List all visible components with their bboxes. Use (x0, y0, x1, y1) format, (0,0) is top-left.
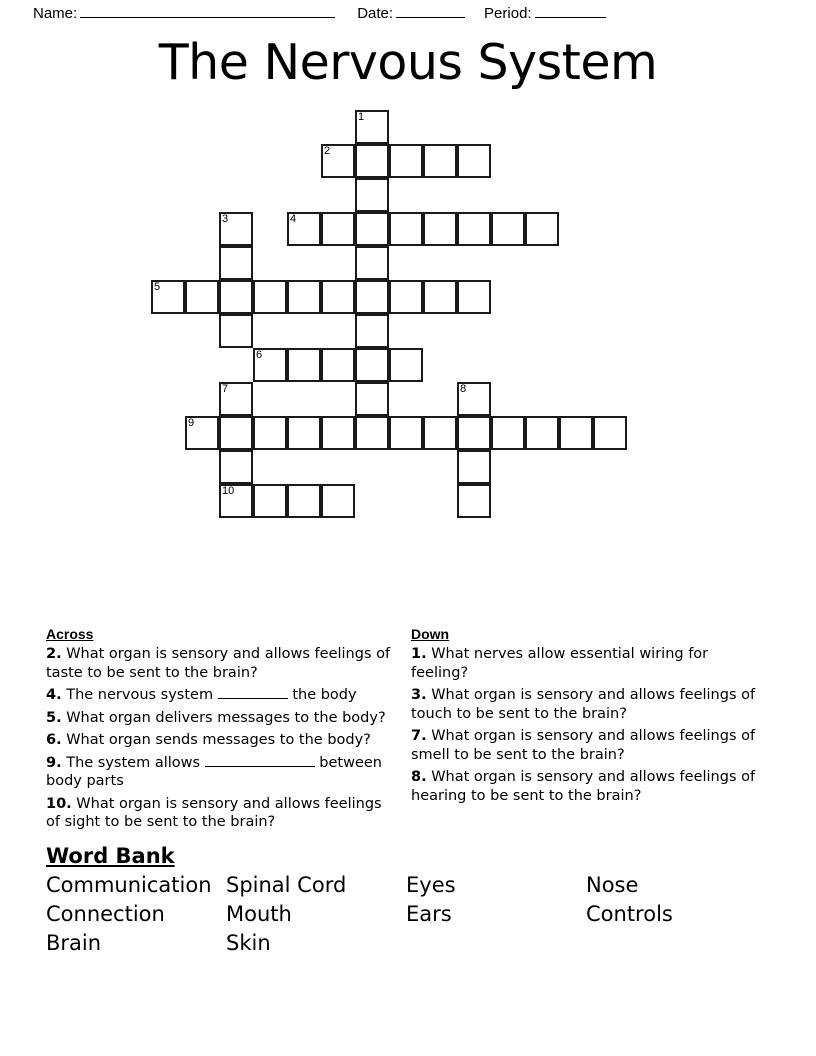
crossword-cell[interactable] (355, 246, 389, 280)
crossword-cell[interactable] (287, 280, 321, 314)
crossword-cell[interactable] (185, 416, 219, 450)
clue-item (411, 727, 759, 764)
word-bank-word[interactable]: Mouth (226, 902, 292, 926)
word-bank-heading: Word Bank (46, 844, 175, 868)
crossword-cell[interactable] (151, 280, 185, 314)
crossword-cell[interactable] (389, 144, 423, 178)
crossword-cell[interactable] (287, 212, 321, 246)
crossword-cell[interactable] (355, 280, 389, 314)
crossword-cell[interactable] (253, 280, 287, 314)
crossword-cell[interactable] (389, 416, 423, 450)
word-bank-word[interactable]: Communication (46, 873, 212, 897)
crossword-cell[interactable] (355, 144, 389, 178)
crossword-cell[interactable] (457, 212, 491, 246)
down-heading: Down (411, 626, 450, 642)
crossword-cell[interactable] (457, 280, 491, 314)
period-label: Period: (484, 4, 532, 22)
word-bank-word[interactable]: Skin (226, 931, 271, 955)
across-clues-column (46, 626, 394, 836)
clue-item (46, 709, 394, 728)
clue-text: The system allows (66, 754, 205, 771)
clue-answer-blank[interactable] (205, 755, 315, 767)
crossword-cell[interactable] (423, 416, 457, 450)
clue-item (411, 686, 759, 723)
crossword-cell[interactable] (219, 246, 253, 280)
crossword-cell-number: 5 (154, 281, 161, 293)
date-label: Date: (357, 4, 394, 22)
down-clues-column (411, 626, 759, 809)
clue-item (46, 686, 394, 705)
clue-item (46, 731, 394, 750)
clue-text: What organ is sensory and allows feelings of smell to be sent to the brain? (411, 728, 756, 763)
across-clue-list (46, 645, 394, 832)
clue-text: What organ is sensory and allows feelings of hearing to be sent to the brain? (411, 769, 756, 804)
crossword-cell[interactable] (253, 484, 287, 518)
clue-number: 10. (46, 795, 72, 812)
crossword-cell[interactable] (219, 280, 253, 314)
word-bank-word[interactable]: Nose (586, 873, 639, 897)
crossword-cell[interactable] (389, 348, 423, 382)
crossword-cell[interactable] (355, 382, 389, 416)
clue-text: What organ is sensory and allows feelings of taste to be sent to the brain? (46, 646, 391, 681)
crossword-cell[interactable] (355, 212, 389, 246)
crossword-cell[interactable] (457, 450, 491, 484)
crossword-cell[interactable] (593, 416, 627, 450)
clue-item (411, 645, 759, 682)
crossword-cell[interactable] (525, 416, 559, 450)
clue-text: between body parts (46, 754, 382, 789)
crossword-cell[interactable] (525, 212, 559, 246)
word-bank-section (46, 843, 776, 958)
clue-item (46, 645, 394, 682)
crossword-cell[interactable] (219, 484, 253, 518)
clue-number: 9. (46, 754, 62, 771)
crossword-cell-number: 4 (290, 213, 297, 225)
clue-number: 8. (411, 769, 427, 785)
word-bank-word[interactable]: Connection (46, 902, 165, 926)
crossword-cell[interactable] (287, 348, 321, 382)
across-heading: Across (46, 626, 94, 642)
crossword-cell[interactable] (355, 314, 389, 348)
clue-text: What nerves allow essential wiring for feeling? (411, 646, 709, 681)
crossword-cell-number: 6 (256, 349, 263, 361)
clue-number: 4. (46, 687, 62, 703)
crossword-cell[interactable] (219, 416, 253, 450)
crossword-cell[interactable] (355, 178, 389, 212)
crossword-cell[interactable] (253, 416, 287, 450)
crossword-cell[interactable] (219, 212, 253, 246)
word-bank-word[interactable]: Spinal Cord (226, 873, 347, 897)
crossword-cell[interactable] (491, 416, 525, 450)
clue-number: 6. (46, 732, 62, 748)
crossword-cell[interactable] (457, 416, 491, 450)
clue-item (411, 768, 759, 805)
crossword-cell[interactable] (457, 484, 491, 518)
crossword-cell[interactable] (287, 416, 321, 450)
crossword-cell-number: 1 (358, 111, 365, 123)
clue-number: 5. (46, 709, 62, 726)
clue-text: What organ delivers messages to the body? (66, 709, 386, 726)
crossword-cell-number: 10 (222, 485, 235, 497)
clue-number: 2. (46, 646, 62, 662)
clue-answer-blank[interactable] (218, 687, 288, 699)
crossword-cell[interactable] (321, 144, 355, 178)
crossword-cell[interactable] (321, 484, 355, 518)
crossword-cell-number: 2 (324, 145, 331, 157)
crossword-cell[interactable] (253, 348, 287, 382)
crossword-cell[interactable] (321, 280, 355, 314)
crossword-cell[interactable] (321, 416, 355, 450)
crossword-cell[interactable] (185, 280, 219, 314)
clue-number: 1. (411, 646, 427, 662)
word-bank-word[interactable]: Eyes (406, 873, 456, 897)
crossword-cell[interactable] (389, 280, 423, 314)
crossword-cell[interactable] (423, 212, 457, 246)
crossword-cell-number: 7 (222, 383, 229, 395)
word-bank-word[interactable]: Ears (406, 902, 452, 926)
word-bank-grid (46, 871, 776, 958)
crossword-cell[interactable] (355, 110, 389, 144)
clue-text: What organ sends messages to the body? (66, 732, 371, 748)
crossword-cell[interactable] (355, 348, 389, 382)
crossword-cell-number: 8 (460, 383, 467, 395)
clues-section (0, 626, 816, 836)
crossword-cell[interactable] (321, 212, 355, 246)
crossword-cell-number: 3 (222, 213, 229, 225)
clue-text: What organ is sensory and allows feelings of sight to be sent to the brain? (46, 795, 382, 830)
crossword-cell[interactable] (219, 450, 253, 484)
word-bank-word[interactable]: Controls (586, 902, 673, 926)
crossword-cell[interactable] (219, 314, 253, 348)
down-clue-list (411, 645, 759, 805)
crossword-cell[interactable] (321, 348, 355, 382)
crossword-cell[interactable] (389, 212, 423, 246)
name-label: Name: (33, 4, 78, 22)
clue-number: 3. (411, 687, 427, 703)
crossword-cell[interactable] (423, 144, 457, 178)
crossword-cell[interactable] (423, 280, 457, 314)
crossword-cell[interactable] (287, 484, 321, 518)
clue-text: What organ is sensory and allows feelings of touch to be sent to the brain? (411, 687, 756, 722)
crossword-cell-number: 9 (188, 417, 195, 429)
clue-text: The nervous system (66, 687, 218, 703)
clue-number: 7. (411, 728, 427, 744)
crossword-cell[interactable] (559, 416, 593, 450)
crossword-cell[interactable] (219, 382, 253, 416)
word-bank-word[interactable]: Brain (46, 931, 102, 955)
crossword-cell[interactable] (491, 212, 525, 246)
crossword-cell[interactable] (457, 382, 491, 416)
page-title: The Nervous System (158, 34, 658, 91)
crossword-cell[interactable] (457, 144, 491, 178)
clue-text: the body (287, 687, 357, 703)
crossword-cell[interactable] (355, 416, 389, 450)
clue-item (46, 795, 394, 832)
clue-item (46, 754, 394, 791)
